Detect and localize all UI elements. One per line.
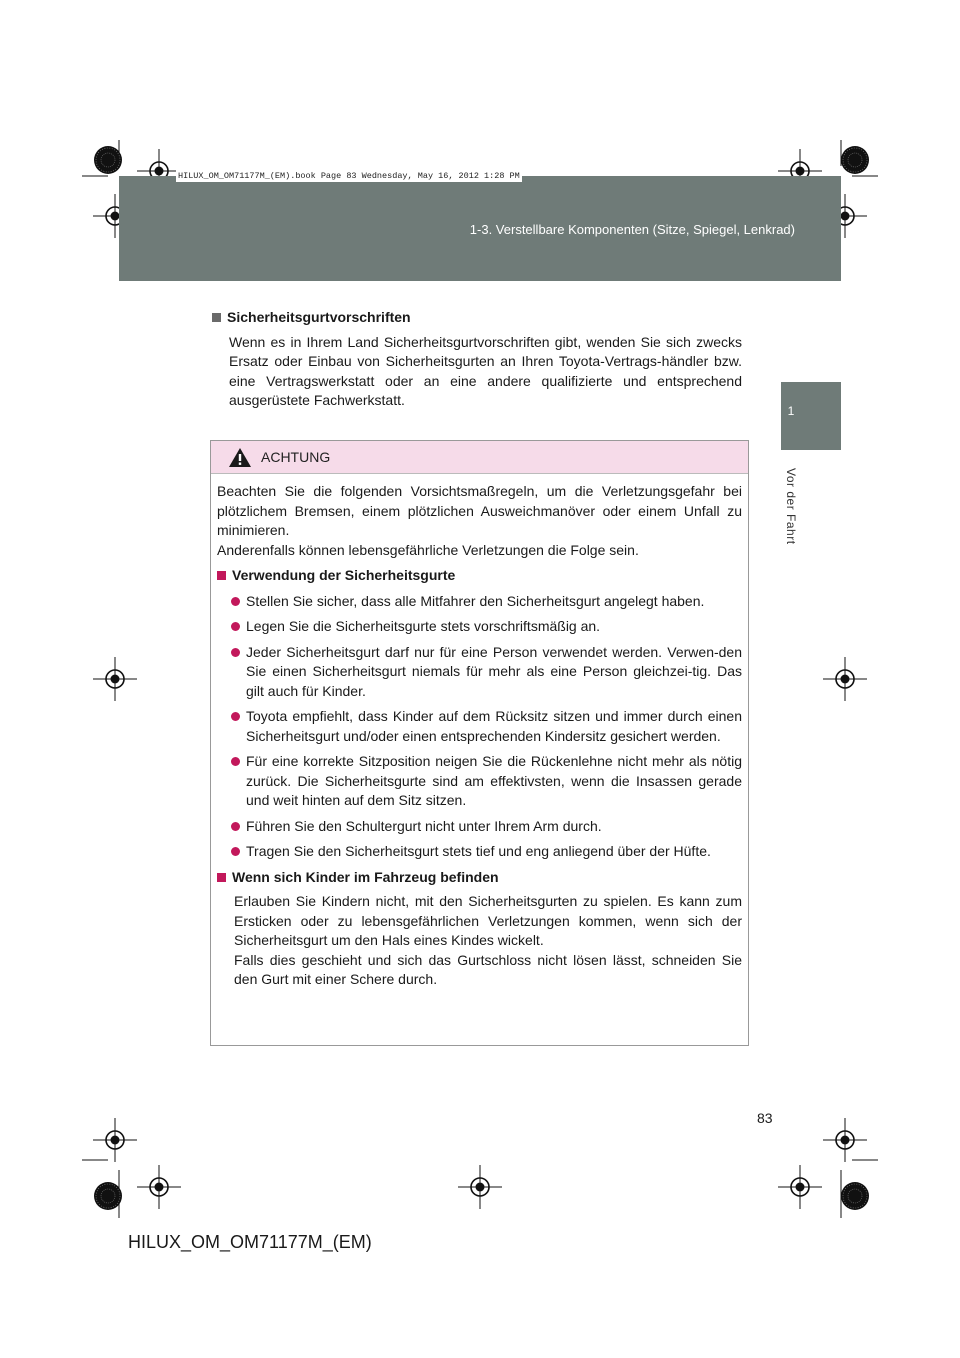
subheading-text: Verwendung der Sicherheitsgurte xyxy=(232,567,456,583)
list-item xyxy=(231,643,742,702)
seatbelt-regulations-section xyxy=(212,308,742,411)
subheading-seatbelt-use xyxy=(217,566,742,586)
list-item-text: Für eine korrekte Sitzposition neigen Sie die Rückenlehne nicht mehr als nötig zurück. Die Sicherheitsgurte sind am effektivsten, wenn die Insassen gerade und weit hinten auf dem Sitz sitzen. xyxy=(246,753,742,808)
warning-box xyxy=(210,440,749,1046)
subheading-text: Wenn sich Kinder im Fahrzeug befinden xyxy=(232,868,499,885)
list-item xyxy=(231,817,742,837)
bullet-dot-icon xyxy=(231,847,240,856)
bullet-dot-icon xyxy=(231,757,240,766)
list-item-text: Führen Sie den Schultergurt nicht unter Ihrem Arm durch. xyxy=(246,817,602,834)
square-bullet-icon xyxy=(212,313,221,322)
warning-body xyxy=(211,474,748,990)
section-heading xyxy=(212,308,742,328)
warning-triangle-icon xyxy=(228,447,252,468)
square-bullet-icon xyxy=(217,571,226,580)
bullet-dot-icon xyxy=(231,648,240,657)
section-paragraph: Wenn es in Ihrem Land Sicherheitsgurtvorschriften gibt, wenden Sie sich zwecks Ersatz oder Einbau von Sicherheitsgurten an Ihren Toyota-Vertrags-händler bzw. eine Vertragswerkstatt oder an eine andere qualifizierte und entsprechend ausgerüstete Fachwerkstatt. xyxy=(229,333,742,408)
list-item-text: Legen Sie die Sicherheitsgurte stets vorschriftsmäßig an. xyxy=(246,618,601,634)
list-item-text: Tragen Sie den Sicherheitsgurt stets tief und eng anliegend über der Hüfte. xyxy=(246,843,711,859)
bullet-dot-icon xyxy=(231,622,240,631)
list-item-text: Stellen Sie sicher, dass alle Mitfahrer den Sicherheitsgurt angelegt haben. xyxy=(246,592,705,609)
chapter-label: Vor der Fahrt xyxy=(784,468,798,545)
bullet-dot-icon xyxy=(231,822,240,831)
bullet-dot-icon xyxy=(231,597,240,606)
chapter-number: 1 xyxy=(787,404,795,418)
warning-intro: Beachten Sie die folgenden Vorsichtsmaßregeln, um die Verletzungsgefahr bei plötzlichem Bremsen, einem plötzlichen Ausweichmanöver oder einem Unfall zu minimieren. xyxy=(217,483,742,538)
list-item xyxy=(231,707,742,746)
list-item-text: Jeder Sicherheitsgurt darf nur für eine Person verwendet werden. Verwen-den Sie einen Sicherheitsgurt niemals für mehr als eine Person gleichzei-tig. Das gilt auch für Kinder. xyxy=(246,643,742,699)
warning-intro-consequence: Anderenfalls können lebensgefährliche Verletzungen die Folge sein. xyxy=(217,541,639,558)
children-paragraph: Erlauben Sie Kindern nicht, mit den Sicherheitsgurten zu spielen. Es kann zum Ersticken oder zu lebensgefährlichen Verletzungen kommen, wenn sich der Sicherheitsgurt um den Hals eines Kindes wickelt. xyxy=(234,893,742,948)
list-item xyxy=(231,752,742,811)
subheading-children xyxy=(217,868,742,888)
list-item xyxy=(231,842,742,862)
page-number: 83 xyxy=(757,1110,773,1126)
children-paragraph-scissors: Falls dies geschieht und sich das Gurtschloss nicht lösen lässt, schneiden Sie den Gurt mit einer Schere durch. xyxy=(234,951,742,987)
list-item-text: Toyota empfiehlt, dass Kinder auf dem Rücksitz sitzen und immer durch einen Sicherheitsgurt und/oder einen entsprechenden Kindersitz gesichert werden. xyxy=(246,708,742,744)
print-info: HILUX_OM_OM71177M_(EM).book Page 83 Wednesday, May 16, 2012 1:28 PM xyxy=(178,171,520,181)
section-heading-text: Sicherheitsgurtvorschriften xyxy=(227,309,411,325)
square-bullet-icon xyxy=(217,873,226,882)
warning-header xyxy=(211,441,748,474)
warning-title: ACHTUNG xyxy=(261,449,331,465)
list-item xyxy=(231,592,742,612)
list-item xyxy=(231,617,742,637)
section-title: 1-3. Verstellbare Komponenten (Sitze, Spiegel, Lenkrad) xyxy=(469,222,795,237)
bullet-dot-icon xyxy=(231,712,240,721)
manual-code: HILUX_OM_OM71177M_(EM) xyxy=(128,1232,372,1252)
